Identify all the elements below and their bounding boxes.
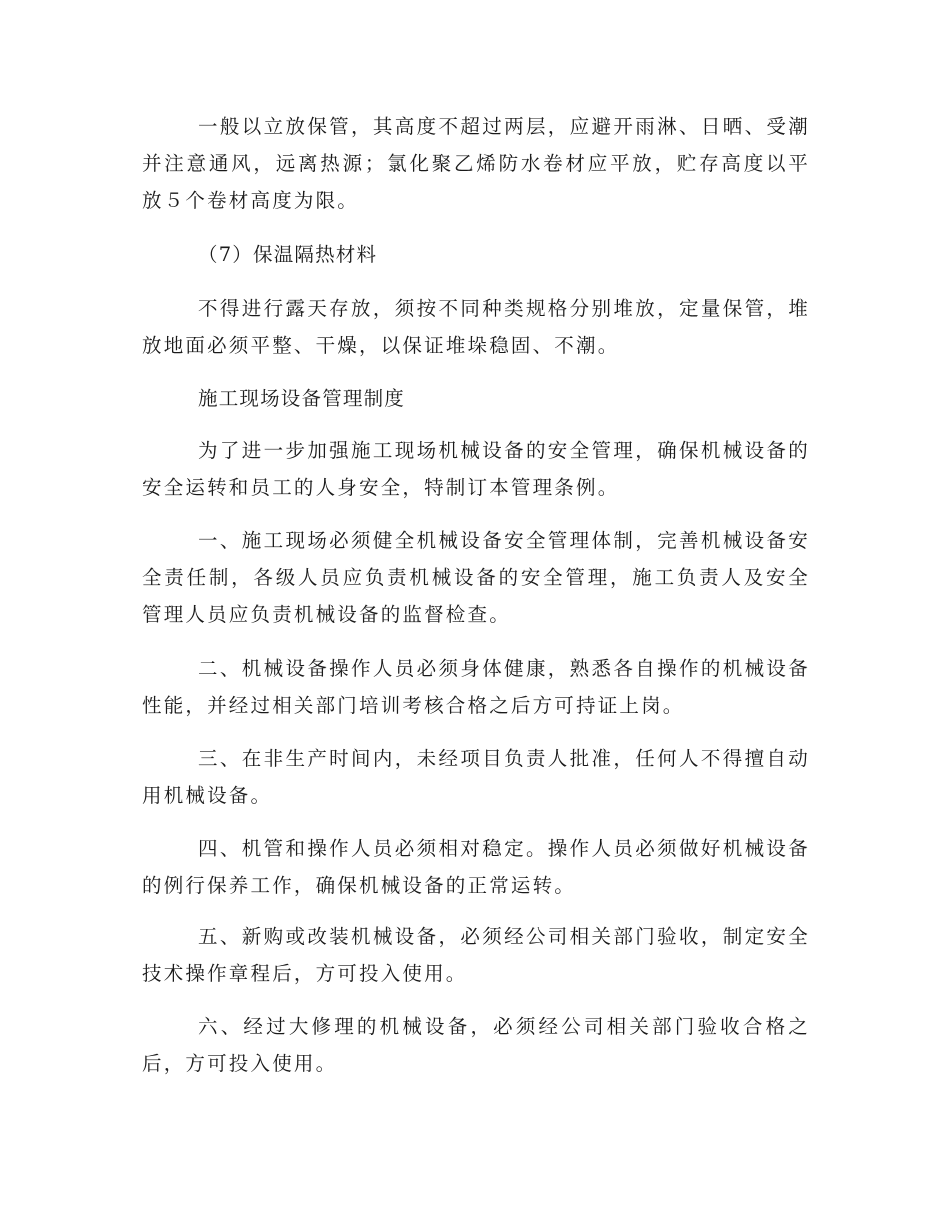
rule-3-paragraph: 三、在非生产时间内，未经项目负责人批准，任何人不得擅自动用机械设备。	[142, 747, 810, 807]
rule-4-paragraph: 四、机管和操作人员必须相对稳定。操作人员必须做好机械设备的例行保养工作，确保机械设备的正常运转。	[142, 837, 810, 897]
equipment-management-heading: 施工现场设备管理制度	[198, 387, 406, 410]
rule-2-paragraph: 二、机械设备操作人员必须身体健康，熟悉各自操作的机械设备性能，并经过相关部门培训考核合格之后方可持证上岗。	[142, 657, 810, 717]
intro-paragraph: 为了进一步加强施工现场机械设备的安全管理，确保机械设备的安全运转和员工的人身安全，特制订本管理条例。	[142, 439, 810, 499]
insulation-material-heading: （7）保温隔热材料	[198, 243, 378, 266]
rule-1-paragraph: 一、施工现场必须健全机械设备安全管理体制，完善机械设备安全责任制，各级人员应负责机械设备的安全管理，施工负责人及安全管理人员应负责机械设备的监督检查。	[142, 529, 810, 626]
rule-5-paragraph: 五、新购或改装机械设备，必须经公司相关部门验收，制定安全技术操作章程后，方可投入使用。	[142, 925, 810, 985]
storage-rule-paragraph: 一般以立放保管，其高度不超过两层，应避开雨淋、日晒、受潮并注意通风，远离热源；氯化聚乙烯防水卷材应平放，贮存高度以平放５个卷材高度为限。	[142, 115, 810, 212]
insulation-storage-paragraph: 不得进行露天存放，须按不同种类规格分别堆放，定量保管，堆放地面必须平整、干燥，以保证堆垛稳固、不潮。	[142, 297, 810, 357]
rule-6-paragraph: 六、经过大修理的机械设备，必须经公司相关部门验收合格之后，方可投入使用。	[142, 1015, 810, 1075]
